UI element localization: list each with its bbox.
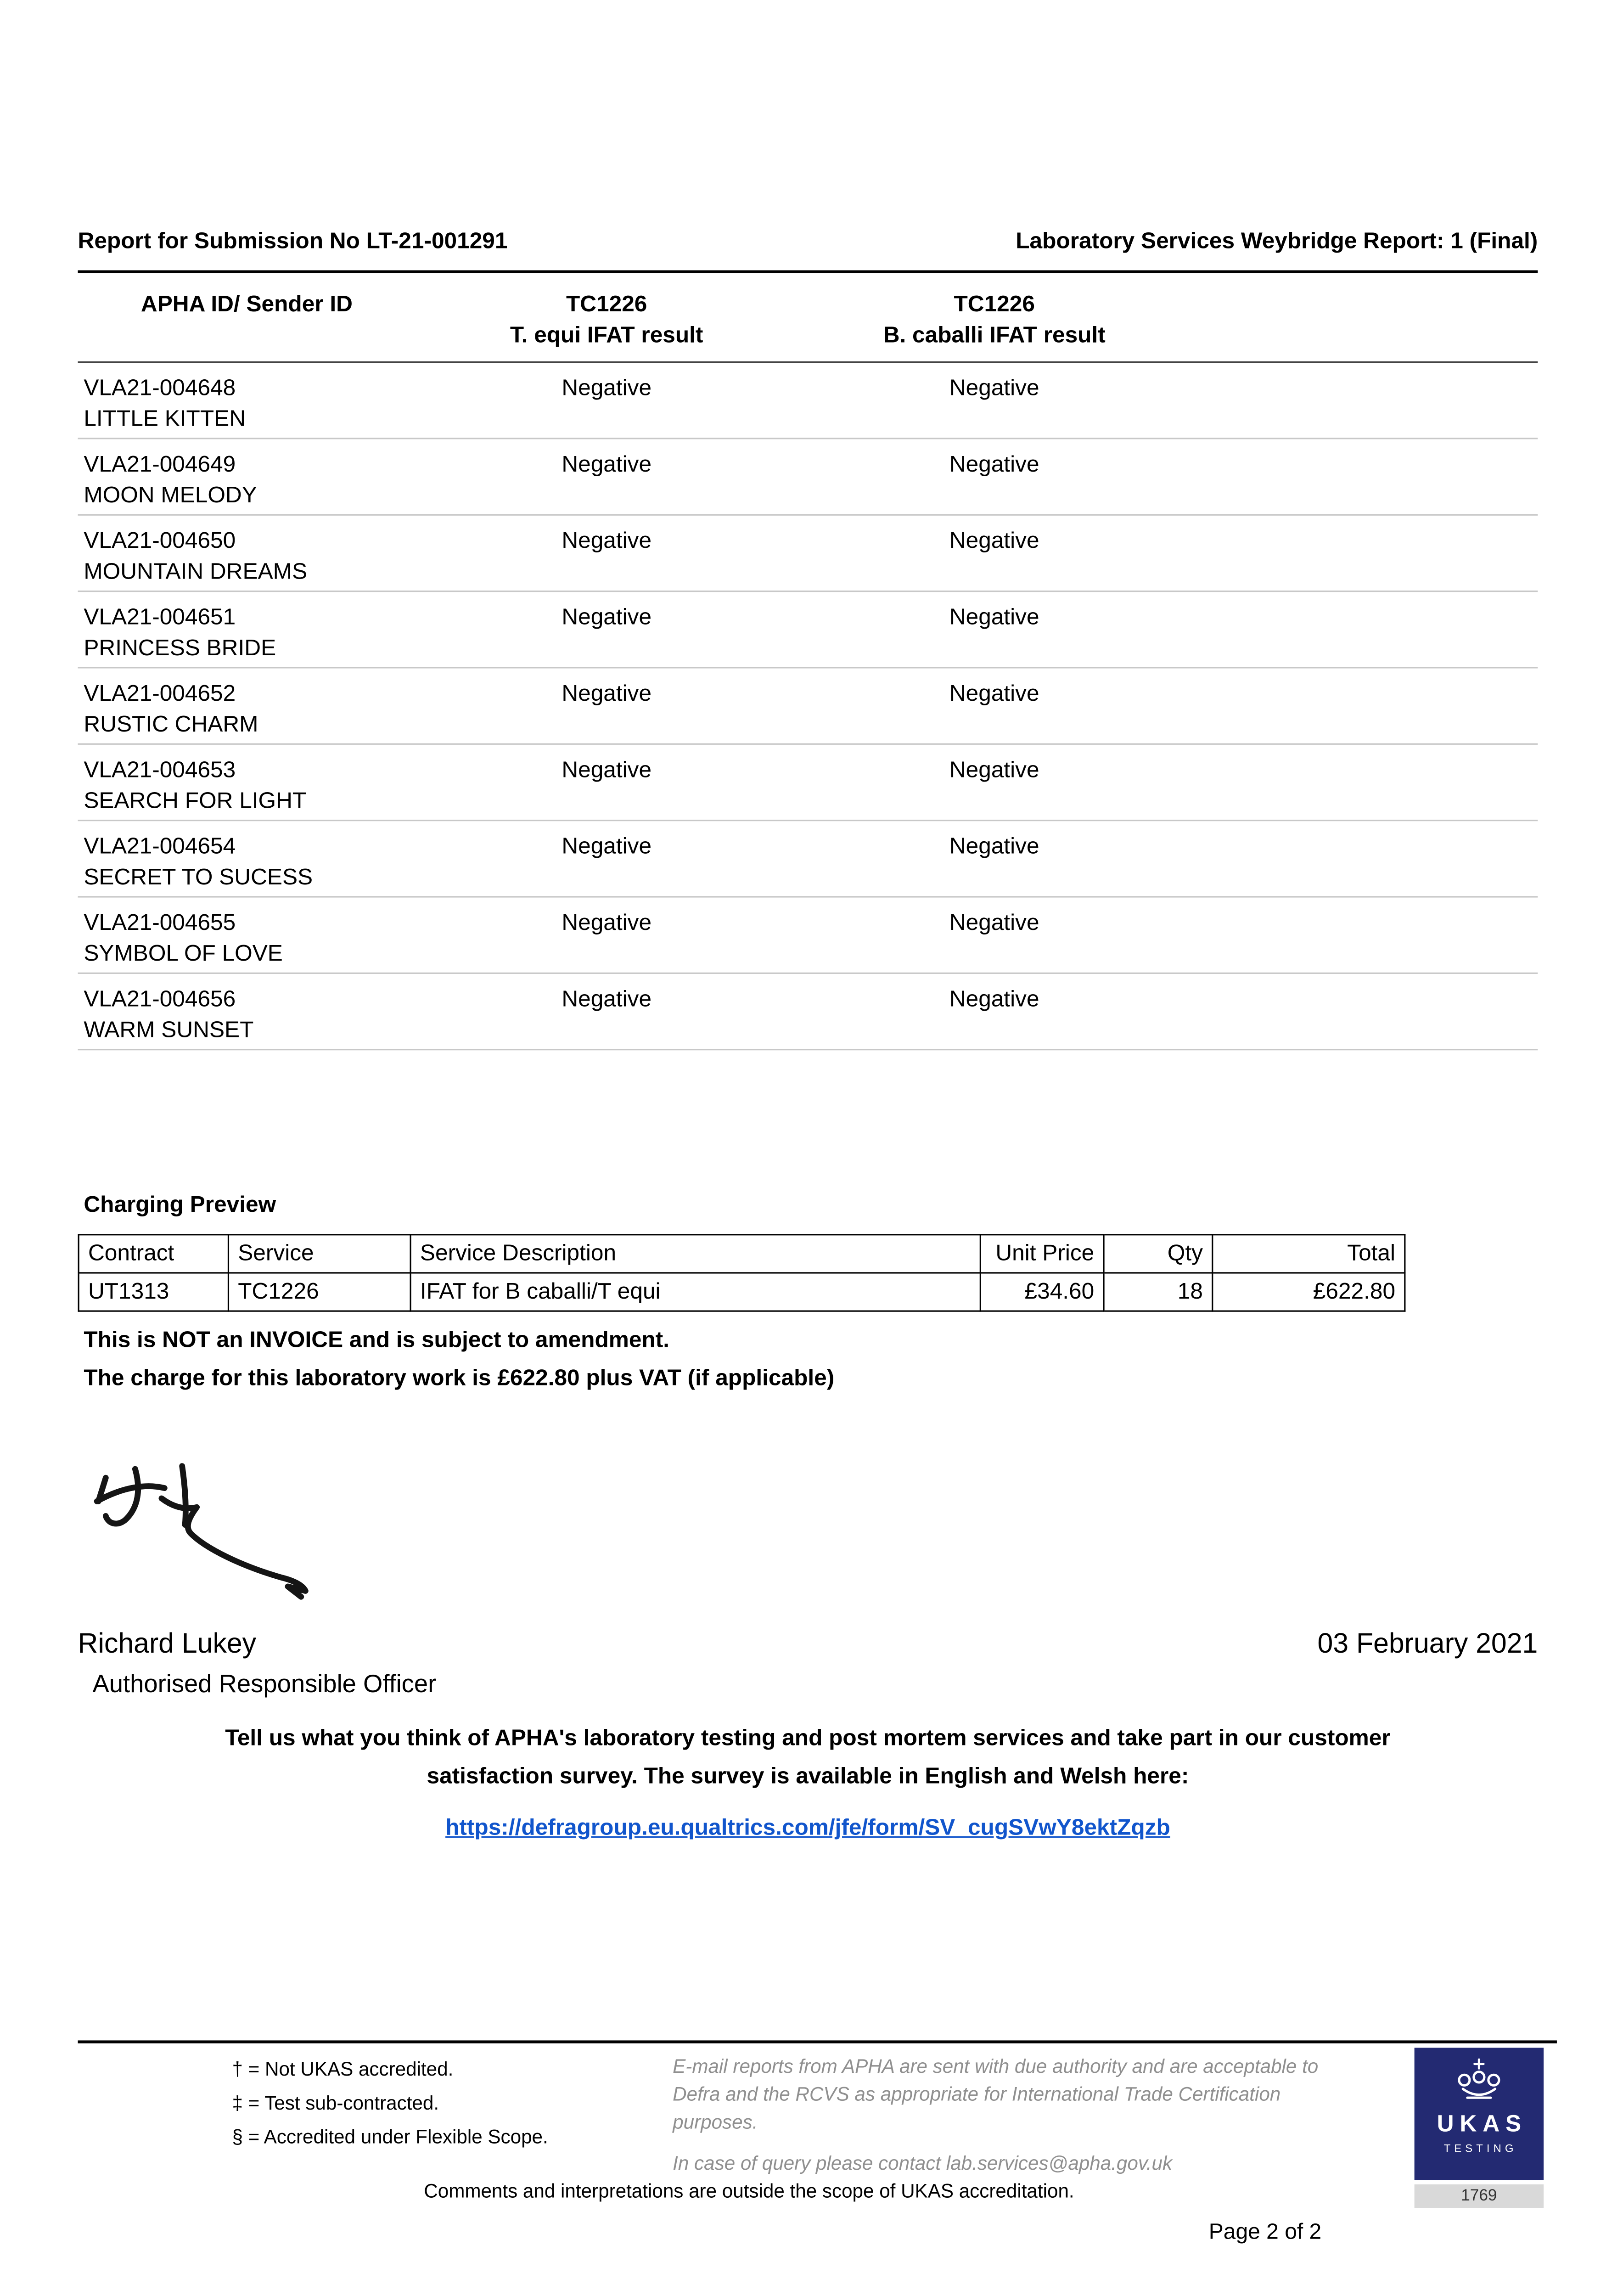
page-number: Page 2 of 2 (1208, 2219, 1322, 2245)
header-divider (78, 270, 1538, 273)
survey-text-line1: Tell us what you think of APHA's laboratory testing and post mortem services and take part in our customer (225, 1726, 1391, 1751)
charging-data-row (79, 1273, 1405, 1311)
t-equi-result-cell: Negative (562, 376, 652, 401)
crown-icon (1454, 2058, 1504, 2110)
signature-icon (85, 1457, 343, 1626)
t-equi-result-cell: Negative (562, 681, 652, 707)
service-header: Service (228, 1235, 410, 1273)
sample-id-cell (78, 755, 416, 816)
service-cell: TC1226 (228, 1273, 410, 1311)
sample-id-cell (78, 832, 416, 893)
charging-table (78, 1234, 1406, 1312)
charging-header-row (79, 1235, 1405, 1273)
apha-id: VLA21-004653 (84, 758, 236, 783)
footer-divider (78, 2040, 1557, 2043)
service-description-cell: IFAT for B caballi/T equi (410, 1273, 980, 1311)
signatory-role: Authorised Responsible Officer (92, 1670, 437, 1699)
ukas-scope-note: Comments and interpretations are outside the scope of UKAS accreditation. (424, 2180, 1074, 2202)
b-caballi-result-cell: Negative (949, 758, 1039, 783)
sender-id: SECRET TO SUCESS (84, 865, 313, 890)
b-caballi-test-code: TC1226 (954, 292, 1035, 317)
page-header (78, 229, 1538, 256)
service-description-header: Service Description (410, 1235, 980, 1273)
t-equi-result-cell: Negative (562, 529, 652, 554)
table-row (78, 363, 1538, 439)
sample-id-cell (78, 679, 416, 740)
table-row (78, 516, 1538, 592)
b-caballi-result-cell: Negative (949, 911, 1039, 936)
total-cell: £622.80 (1213, 1273, 1405, 1311)
b-caballi-result-cell: Negative (949, 834, 1039, 860)
apha-id: VLA21-004655 (84, 911, 236, 936)
results-table (78, 283, 1538, 1050)
column-header-apha-id: APHA ID/ Sender ID (140, 292, 353, 317)
ukas-wordmark: UKAS (1437, 2112, 1527, 2138)
table-row (78, 592, 1538, 668)
b-caballi-result-cell: Negative (949, 376, 1039, 401)
t-equi-result-cell: Negative (562, 911, 652, 936)
apha-id: VLA21-004649 (84, 452, 236, 478)
t-equi-result-cell: Negative (562, 834, 652, 860)
sample-id-cell (78, 526, 416, 587)
b-caballi-result-cell: Negative (949, 987, 1039, 1013)
submission-title: Report for Submission No LT-21-001291 (78, 229, 508, 254)
sender-id: LITTLE KITTEN (84, 407, 246, 432)
b-caballi-test-name: B. caballi IFAT result (883, 323, 1106, 349)
apha-id: VLA21-004648 (84, 376, 236, 401)
sample-id-cell (78, 908, 416, 969)
contract-header: Contract (79, 1235, 228, 1273)
unit-price-header: Unit Price (980, 1235, 1104, 1273)
apha-id: VLA21-004652 (84, 681, 236, 707)
sample-id-cell (78, 984, 416, 1046)
b-caballi-result-cell: Negative (949, 452, 1039, 478)
b-caballi-result-cell: Negative (949, 605, 1039, 630)
apha-id: VLA21-004656 (84, 987, 236, 1013)
qty-cell: 18 (1104, 1273, 1213, 1311)
b-caballi-result-cell: Negative (949, 681, 1039, 707)
table-row (78, 974, 1538, 1050)
sender-id: SEARCH FOR LIGHT (84, 788, 307, 814)
sample-id-cell (78, 450, 416, 511)
signatory-name: Richard Lukey (78, 1629, 257, 1660)
table-row (78, 439, 1538, 516)
apha-id: VLA21-004650 (84, 529, 236, 554)
ukas-testing-label: TESTING (1443, 2142, 1517, 2155)
apha-id: VLA21-004654 (84, 834, 236, 860)
authority-note: E-mail reports from APHA are sent with due authority and are acceptable to Defra and the RCVS as appropriate for International Trade Certification purposes. (673, 2055, 1319, 2133)
sample-id-cell (78, 602, 416, 664)
t-equi-test-code: TC1226 (566, 292, 647, 317)
column-header-t-equi (416, 289, 797, 351)
report-title: Laboratory Services Weybridge Report: 1 (Final) (1016, 229, 1538, 254)
invoice-disclaimer: This is NOT an INVOICE and is subject to amendment. (84, 1328, 669, 1353)
sender-id: MOON MELODY (84, 483, 257, 508)
legend-not-ukas: † = Not UKAS accredited. (232, 2058, 454, 2080)
signatory-row (78, 1629, 1538, 1661)
sender-id: PRINCESS BRIDE (84, 636, 276, 661)
charge-summary: The charge for this laboratory work is £622.80 plus VAT (if applicable) (84, 1366, 835, 1391)
survey-link[interactable]: https://defragroup.eu.qualtrics.com/jfe/form/SV_cugSVwY8ektZqzb (445, 1815, 1170, 1841)
table-row (78, 898, 1538, 974)
ukas-accreditation-number: 1769 (1415, 2184, 1544, 2208)
sender-id: MOUNTAIN DREAMS (84, 559, 308, 585)
ukas-logo (1415, 2048, 1544, 2208)
query-contact-note: In case of query please contact lab.services@apha.gov.uk (673, 2152, 1173, 2174)
sender-id: RUSTIC CHARM (84, 712, 258, 737)
qty-header: Qty (1104, 1235, 1213, 1273)
sample-id-cell (78, 373, 416, 435)
legend-flexible-scope: § = Accredited under Flexible Scope. (232, 2125, 548, 2148)
t-equi-result-cell: Negative (562, 987, 652, 1013)
ukas-logo-box (1415, 2048, 1544, 2180)
total-header: Total (1213, 1235, 1405, 1273)
authority-note-block (673, 2052, 1331, 2177)
column-header-b-caballi (797, 289, 1191, 351)
table-row (78, 821, 1538, 897)
t-equi-result-cell: Negative (562, 758, 652, 783)
table-row (78, 669, 1538, 745)
sender-id: WARM SUNSET (84, 1018, 254, 1043)
unit-price-cell: £34.60 (980, 1273, 1104, 1311)
survey-invitation (78, 1720, 1538, 1848)
contract-cell: UT1313 (79, 1273, 228, 1311)
legend-subcontracted: ‡ = Test sub-contracted. (232, 2092, 439, 2114)
t-equi-result-cell: Negative (562, 452, 652, 478)
survey-text-line2: satisfaction survey. The survey is available in English and Welsh here: (427, 1764, 1189, 1790)
t-equi-test-name: T. equi IFAT result (510, 323, 703, 349)
b-caballi-result-cell: Negative (949, 529, 1039, 554)
sender-id: SYMBOL OF LOVE (84, 941, 283, 967)
report-date: 03 February 2021 (1317, 1629, 1538, 1660)
table-row (78, 745, 1538, 821)
accreditation-legend (232, 2052, 548, 2154)
results-table-header (78, 283, 1538, 363)
t-equi-result-cell: Negative (562, 605, 652, 630)
apha-id: VLA21-004651 (84, 605, 236, 630)
charging-preview-title: Charging Preview (84, 1193, 276, 1218)
